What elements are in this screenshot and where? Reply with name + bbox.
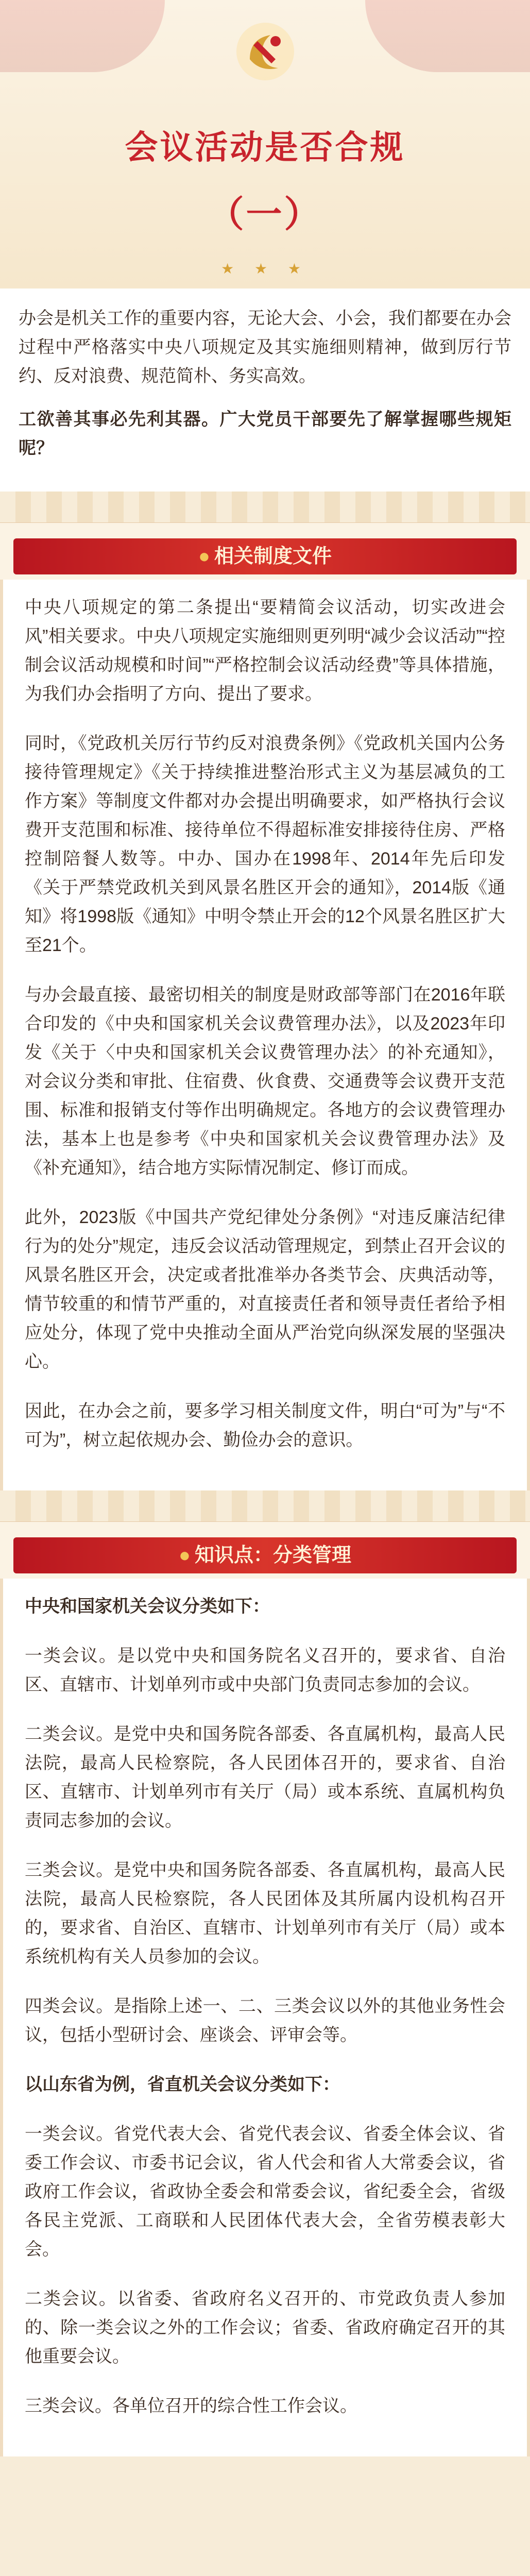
- subheading: 以山东省为例，省直机关会议分类如下：: [25, 2075, 340, 2094]
- section-title: 相关制度文件: [214, 546, 332, 567]
- body-paragraph: 中央八项规定的第二条提出“要精简会议活动，切实改进会风”相关要求。中央八项规定实施细则更列明“减少会议活动”“控制会议活动规模和时间”“严格控制会议活动经费”等具体措施，为我们办会指明了方向、提出了要求。: [25, 598, 505, 704]
- body-paragraph: 同时，《党政机关厉行节约反对浪费条例》《党政机关国内公务接待管理规定》《关于持续推进整治形式主义为基层减负的工作方案》等制度文件都对办会提出明确要求，如严格执行会议费开支范围和标准、接待单位不得超标准安排接待住房、严格控制陪餐人数等。中办、国办在1998年、2014年先后印发《关于严禁党政机关到风景名胜区开会的通知》，2014版《通知》将1998版《通知》中明令禁止开会的12个风景名胜区扩大至21个。: [25, 734, 505, 955]
- page-title-part: （一）: [208, 193, 322, 235]
- intro-paragraph: 办会是机关工作的重要内容，无论大会、小会，我们都要在办会过程中严格落实中央八项规定及其实施细则精神，做到厉行节约、反对浪费、规范简朴、务实高效。: [19, 309, 511, 386]
- section-header-documents: [0, 522, 530, 580]
- divider-band: [0, 492, 530, 522]
- section-header-classification: [0, 1521, 530, 1579]
- header-banner: [0, 0, 530, 289]
- subheading: 中央和国家机关会议分类如下：: [25, 1597, 270, 1616]
- bullet-icon: ●: [198, 546, 210, 567]
- bullet-icon: ●: [179, 1545, 191, 1566]
- intro-highlight: 工欲善其事必先利其器。广大党员干部要先了解掌握哪些规矩呢？: [19, 410, 511, 458]
- body-paragraph: 与办会最直接、最密切相关的制度是财政部等部门在2016年联合印发的《中央和国家机关会议费管理办法》，以及2023年印发《关于〈中央和国家机关会议费管理办法〉的补充通知》，对会议分类和审批、住宿费、伙食费、交通费等会议费开支范围、标准和报销支付等作出明确规定。各地方的会议费管理办法，基本上也是参考《中央和国家机关会议费管理办法》及《补充通知》，结合地方实际情况制定、修订而成。: [25, 985, 505, 1178]
- body-paragraph: 此外，2023版《中国共产党纪律处分条例》“对违反廉洁纪律行为的处分”规定，违反会议活动管理规定，到禁止召开会议的风景名胜区开会，决定或者批准举办各类节会、庆典活动等，情节较重的和情节严重的，对直接责任者和领导责任者给予相应处分，体现了党中央推动全面从严治党向纵深发展的坚强决心。: [25, 1208, 505, 1371]
- divider-band: [0, 1490, 530, 1521]
- decorative-ribbon-left: [0, 0, 165, 72]
- section-title-bar: [13, 1537, 517, 1573]
- body-paragraph: 因此，在办会之前，要多学习相关制度文件，明白“可为”与“不可为”，树立起依规办会、勤俭办会的意识。: [25, 1401, 505, 1450]
- body-paragraph: 三类会议。是党中央和国务院各部委、各直属机构，最高人民法院，最高人民检察院，各人民团体及其所属内设机构召开的，要求省、自治区、直辖市、计划单列市有关厅（局）或本系统机构有关人员参加的会议。: [25, 1860, 505, 1967]
- section-body-classification: [0, 1579, 530, 2456]
- decorative-ribbon-right: [365, 0, 530, 72]
- intro-block: [0, 289, 530, 492]
- section-title: 知识点：分类管理: [194, 1545, 351, 1566]
- section-body-documents: [0, 580, 530, 1490]
- body-paragraph: 三类会议。各单位召开的综合性工作会议。: [25, 2396, 357, 2416]
- body-paragraph: 一类会议。省党代表大会、省党代表会议、省委全体会议、省委工作会议、市委书记会议，省人代会和省人大常委会议，省政府工作会议，省政协全委会和常委会议，省纪委全会，省级各民主党派、工商联和人民团体代表大会，全省劳模表彰大会。: [25, 2124, 505, 2259]
- body-paragraph: 二类会议。是党中央和国务院各部委、各直属机构，最高人民法院，最高人民检察院，各人民团体召开的，要求省、自治区、直辖市、计划单列市有关厅（局）或本系统、直属机构负责同志参加的会议。: [25, 1724, 505, 1831]
- section-title-bar: [13, 538, 517, 574]
- star-decoration-icon: ★ ★ ★: [221, 261, 309, 277]
- page-title: 会议活动是否合规: [125, 128, 405, 167]
- party-emblem-icon: [234, 21, 296, 82]
- body-paragraph: 四类会议。是指除上述一、二、三类会议以外的其他业务性会议，包括小型研讨会、座谈会、评审会等。: [25, 1996, 505, 2045]
- body-paragraph: 二类会议。以省委、省政府名义召开的、市党政负责人参加的、除一类会议之外的工作会议；省委、省政府确定召开的其他重要会议。: [25, 2289, 505, 2366]
- body-paragraph: 一类会议。是以党中央和国务院名义召开的，要求省、自治区、直辖市、计划单列市或中央部门负责同志参加的会议。: [25, 1646, 505, 1694]
